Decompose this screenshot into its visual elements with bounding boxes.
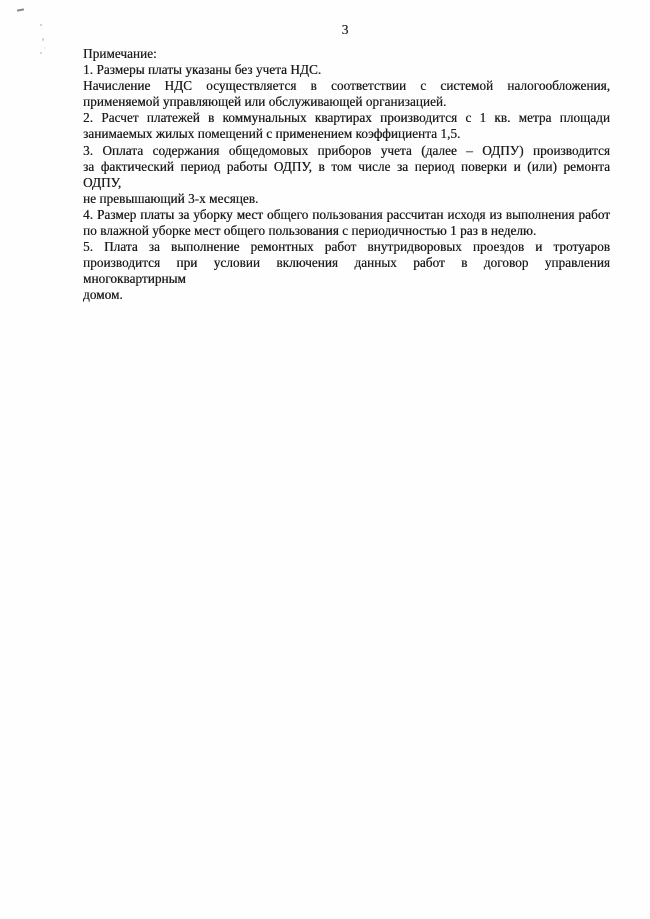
doc-line: за фактический период работы ОДПУ, в том числе за период поверки и (или) ремонта ОДПУ, — [83, 158, 610, 190]
scan-artifact-speck — [42, 38, 44, 41]
notes-block — [83, 46, 610, 304]
doc-line: домом. — [83, 287, 123, 303]
doc-line: Начисление НДС осуществляется в соответствии с системой налогообложения, — [83, 78, 610, 94]
doc-line: 5. Плата за выполнение ремонтных работ внутридворовых проездов и тротуаров — [83, 239, 610, 255]
scan-artifact-dash — [17, 8, 24, 11]
doc-line: 3. Оплата содержания общедомовых приборов учета (далее – ОДПУ) производится — [83, 142, 610, 158]
doc-line: применяемой управляющей или обслуживающей организацией. — [83, 94, 447, 110]
page-number: 3 — [341, 22, 349, 37]
scan-artifact-speck — [44, 47, 45, 49]
doc-line: производится при условии включения данных работ в договор управления многоквартирным — [83, 255, 610, 287]
doc-line: 4. Размер платы за уборку мест общего пользования рассчитан исходя из выполнения работ — [83, 206, 610, 222]
doc-line: занимаемых жилых помещений с применением коэффициента 1,5. — [83, 126, 461, 142]
doc-line: 2. Расчет платежей в коммунальных квартирах производится с 1 кв. метра площади — [83, 110, 610, 126]
doc-line: не превышающий 3-х месяцев. — [83, 190, 259, 206]
scan-artifact-speck — [40, 52, 42, 54]
doc-line: по влажной уборке мест общего пользования с периодичностью 1 раз в неделю. — [83, 223, 537, 239]
note-heading: Примечание: — [83, 46, 157, 61]
doc-line: 1. Размеры платы указаны без учета НДС. — [83, 62, 322, 78]
